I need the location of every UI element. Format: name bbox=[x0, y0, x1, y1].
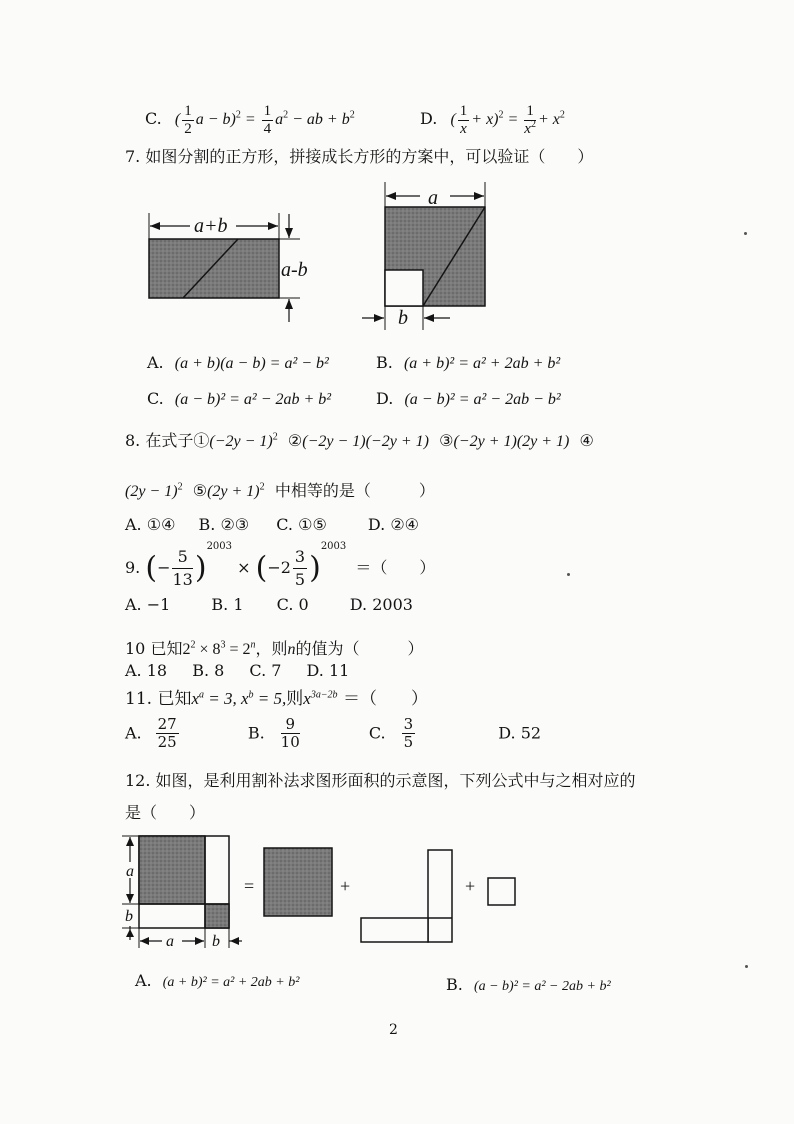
q12-bottom-a-label: a bbox=[166, 933, 174, 950]
q10-option-b: B. 8 bbox=[192, 661, 225, 680]
q8-prefix: 8. 在式子 bbox=[125, 431, 194, 450]
q12-side-b-label: b bbox=[125, 908, 133, 925]
q10-mid: ，则 bbox=[255, 639, 288, 658]
q10-var: n bbox=[287, 641, 296, 658]
q6-option-c: C. ( $\frac{1}{2}$ a − b)$^2$ = $\frac{1}{4}$ $a^2$ − ab + $b^2$ bbox=[145, 103, 355, 137]
q9-exponent-1: 2003 bbox=[206, 541, 233, 552]
q11-mid: 则 bbox=[286, 689, 304, 709]
scan-speck bbox=[745, 965, 748, 968]
option-label: B. bbox=[446, 975, 463, 994]
q10-option-a: A. 18 bbox=[125, 661, 168, 680]
q7-left-top-label: a+b bbox=[194, 215, 228, 237]
q7-stem: 7. 如图分割的正方形，拼接成长方形的方案中，可以验证（ ） bbox=[125, 147, 594, 166]
page-number: 2 bbox=[389, 1022, 398, 1038]
q8-stem-line2: $(2y - 1)^2$ ⑤(2y + 1)$^2$ 中相等的是（ ） bbox=[125, 481, 435, 500]
option-label: B. bbox=[376, 353, 393, 372]
q12-l-shape bbox=[361, 850, 452, 942]
q8-option-a: A. ①④ bbox=[125, 515, 176, 534]
q10-stem: 10 已知$2^2 \times 8^3 = 2^n$，则n的值为（ ） bbox=[125, 639, 424, 658]
q9-option-a: A. −1 bbox=[125, 595, 171, 614]
q12-equals-sign: = bbox=[244, 876, 255, 896]
q11-prefix: 11. 已知 bbox=[125, 689, 192, 709]
q8-option-b: B. ②③ bbox=[198, 515, 250, 534]
q8-option-c: C. ①⑤ bbox=[276, 515, 327, 534]
option-label: C. bbox=[147, 389, 164, 408]
q6-option-d: D. ( $\frac{1}{x}$ + x)$^2$ = $\frac{1}{x^2}$ + $x^2$ bbox=[420, 103, 565, 137]
q7-right-bottom-label: b bbox=[398, 307, 408, 329]
q9-tail: ＝（ ） bbox=[355, 558, 436, 577]
q11-option-c: C. $\frac{3}{5}$ bbox=[368, 715, 414, 751]
scan-speck bbox=[567, 573, 570, 576]
option-label: A. bbox=[135, 971, 152, 990]
q11-stem: 11. 已知$x^a = 3$, $x^b = 5$,则$x^{3a-2b}$ ＝（ ） bbox=[125, 689, 428, 709]
option-expr: (a + b)² = a² + 2ab + b² bbox=[162, 975, 300, 990]
q8-stem: 8. 在式子①(−2y − 1)$^2$ ②(−2y − 1)(−2y + 1) ③(−2y + 1)(2y + 1) ④ bbox=[125, 431, 594, 450]
q10-option-d: D. 11 bbox=[306, 661, 350, 680]
scan-speck bbox=[744, 232, 747, 235]
q12-plus-sign-2: + bbox=[465, 876, 476, 896]
option-expr: (a − b)² = a² − 2ab − b² bbox=[404, 391, 561, 408]
q9-option-b: B. 1 bbox=[211, 595, 244, 614]
q7-left-side-label: a-b bbox=[281, 259, 308, 281]
q8-option-d: D. ②④ bbox=[367, 515, 419, 534]
q12-side-a-label: a bbox=[126, 863, 134, 880]
q12-option-b bbox=[446, 974, 611, 998]
q11-option-d: D. 52 bbox=[498, 723, 542, 743]
q9-option-c: C. 0 bbox=[276, 595, 309, 614]
q12-square-b bbox=[488, 878, 515, 905]
q11-option-a: A. $\frac{27}{25}$ bbox=[125, 715, 177, 751]
q9-mixed-den: 5 bbox=[294, 570, 306, 589]
q10-prefix: 10 已知 bbox=[125, 639, 183, 658]
q9-stem: 9. (− $\frac{5}{13}$ )$^{2003}$ × (−2 $\frac{3}{5}$ )$^{2003}$ ＝（ ） bbox=[125, 541, 436, 589]
option-expr: (a − b)² = a² − 2ab + b² bbox=[174, 391, 332, 408]
q9-option-d: D. 2003 bbox=[349, 595, 413, 614]
q9-mixed-num: 3 bbox=[293, 546, 307, 569]
q10-suffix: 的值为（ ） bbox=[295, 639, 424, 658]
q10-option-c: C. 7 bbox=[249, 661, 282, 680]
q12-stem-line1: 12. 如图，是利用割补法求图形面积的示意图，下列公式中与之相对应的 bbox=[125, 771, 636, 790]
q12-square-a bbox=[264, 848, 332, 916]
option-label: D. bbox=[420, 109, 438, 129]
q9-frac1-num: 5 bbox=[172, 546, 192, 569]
q12-stem-line2: 是（ ） bbox=[125, 803, 206, 822]
q11-option-b: B. $\frac{9}{10}$ bbox=[247, 715, 300, 751]
q7-right-top-label: a bbox=[428, 187, 438, 209]
q9-exponent-2: 2003 bbox=[320, 541, 347, 552]
option-expr: (a − b)² = a² − 2ab + b² bbox=[473, 979, 611, 994]
q12-big-square bbox=[122, 836, 242, 948]
q9-mixed-whole: 2 bbox=[280, 558, 291, 577]
option-expr: (a + b)² = a² + 2ab + b² bbox=[403, 355, 561, 372]
q8-suffix: 中相等的是（ ） bbox=[274, 481, 435, 500]
q12-bottom-b-label: b bbox=[212, 933, 220, 950]
option-label: C. bbox=[145, 109, 162, 129]
option-label: D. bbox=[376, 389, 394, 408]
q9-frac1-den: 13 bbox=[172, 570, 193, 589]
q11-tail: ＝（ ） bbox=[342, 689, 428, 709]
option-label: A. bbox=[147, 353, 164, 372]
q12-plus-sign-1: + bbox=[340, 876, 351, 896]
q12-option-a bbox=[135, 970, 299, 994]
option-expr: (a + b)(a − b) = a² − b² bbox=[174, 355, 329, 372]
q9-label: 9. bbox=[125, 558, 141, 577]
